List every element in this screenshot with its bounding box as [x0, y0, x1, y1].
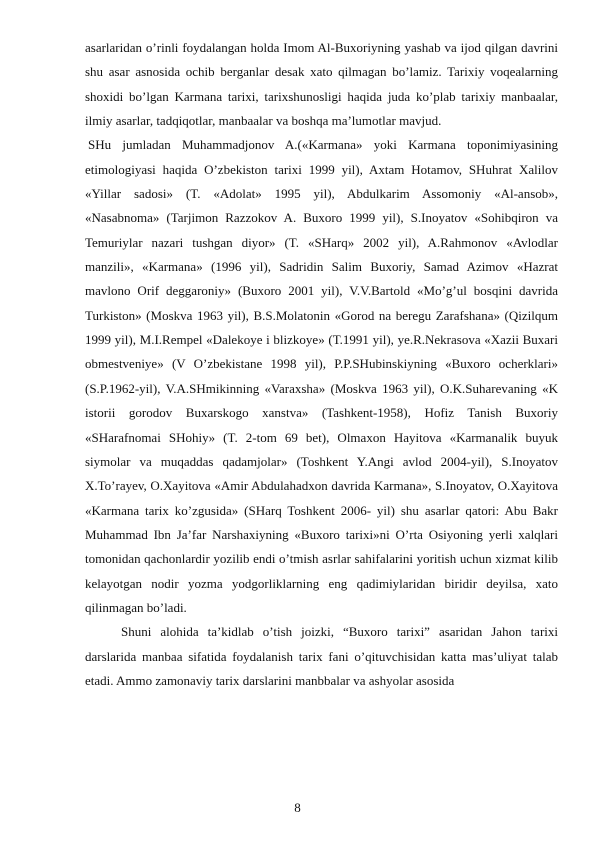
paragraph-2: SHu jumladan Muhammadjonov A.(«Karmana» yoki Karmana toponimiyasining etimologiyasi haqida O’zbekiston tarixi 1999 yil), Axtam Hotamov, SHuhrat Xalilov «Yillar sadosi» (T. «Adolat» 1995 yil), Abdulkarim Assomoniy «Al-ansob», «Nasabnoma» (Tarjimon Razzokov A. Buxoro 1999 yil), S.Inoyatov «Sohibqiron va Temuriylar nazari tushgan diyor» (T. «SHarq» 2002 yil), A.Rahmonov «Avlodlar manzili», «Karmana» (1996 yil), Sadridin Salim Buxoriy, Samad Azimov «Hazrat mavlono Orif deggaroniy» (Buxoro 2001 yil), V.V.Bartold «Mo’g’ul bosqini davrida Turkiston» (Moskva 1963 yil), B.S.Molatonin «Gorod na beregu Zarafshana» (Qizilqum 1999 yil), M.I.Rempel «Dalekoye i blizkoye» (T.1991 yil), ye.R.Nekrasova «Xazii Buxari obmestveniye» (V O’zbekistane 1998 yil), P.P.SHubinskiyning «Buxoro ocherklari» (S.P.1962-yil), V.A.SHmikinning «Varaxsha» (Moskva 1963 yil), O.K.Suharevaning «K istorii gorodov Buxarskogo xanstva» (Tashkent-1958), Hofiz Tanish Buxoriy «SHarafnomai SHohiy» (T. 2-tom 69 bet), Olmaxon Hayitova «Karmanalik buyuk siymolar va muqaddas qadamjolar» (Toshkent Y.Angi avlod 2004-yil), S.Inoyatov X.To’rayev, O.Xayitova «Amir Abdulahadxon davrida Karmana», S.Inoyatov, O.Xayitova «Karmana tarix ko’zgusida» (SHarq Toshkent 2006- yil) shu asarlar qatori: Abu Bakr Muhammad Ibn Ja’far Narshaxiyning «Buxoro tarixi»ni O’rta Osiyoning yerli xalqlari tomonidan qachonlardir yozilib endi o’tmish asrlar sahifalarini yoritish uchun xizmat kilib kelayotgan nodir yozma yodgorliklarning eng qadimiylaridan biridir deyilsa, xato qilinmagan bo’ladi. — [85, 137, 558, 615]
paragraph-1: asarlaridan o’rinli foydalangan holda Imom Al-Buxoriyning yashab va ijod qilgan davrini shu asar asnosida ochib berganlar desak xato qilmagan bo’lamiz. Tarixiy voqealarning shoxidi bo’lgan Karmana tarixi, tarixshunosligi haqida juda ko’plab tarixiy manbaalar, ilmiy asarlar, tadqiqotlar, manbaalar va boshqa ma’lumotlar mavjud. — [85, 40, 558, 129]
page-number: 8 — [294, 800, 301, 815]
page-body — [85, 36, 558, 693]
paragraph-3: Shuni alohida ta’kidlab o’tish joizki, “Buxoro tarixi” asaridan Jahon tarixi darslarida manbaa sifatida foydalanish tarix fani o’qituvchisidan katta mas’uliyat talab etadi. Ammo zamonaviy tarix darslarini manbbalar va ashyolar asosida — [85, 624, 558, 688]
